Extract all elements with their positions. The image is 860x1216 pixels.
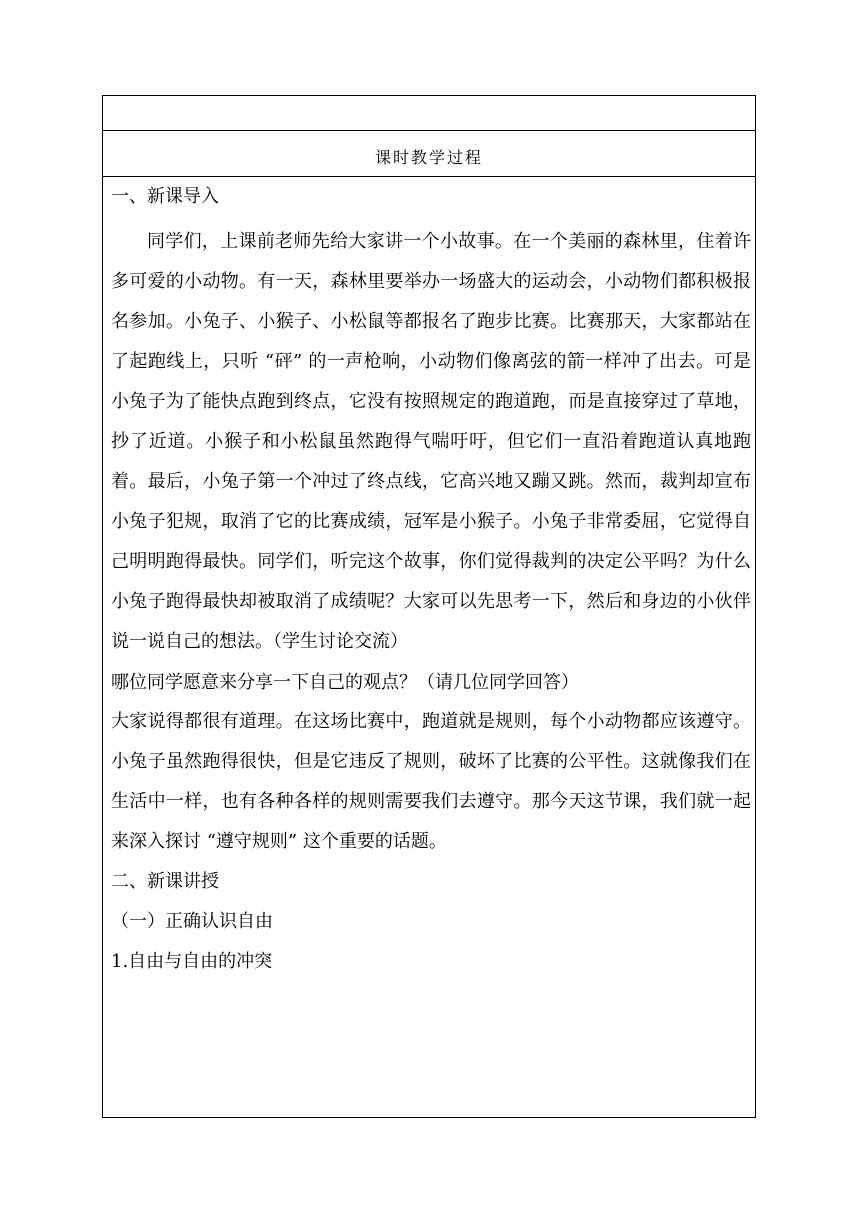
header-cell [102, 131, 756, 176]
summary-paragraph: 大家说得都很有道理。在这场比赛中，跑道就是规则，每个小动物都应该遵守。小兔子虽然跑得很快，但是它违反了规则，破坏了比赛的公平性。这就像我们在生活中一样，也有各种各样的规则需要我们去遵守。那今天这节课，我们就一起来深入探讨 “遵守规则” 这个重要的话题。 [111, 711, 751, 852]
lesson-content [111, 178, 751, 982]
section-heading-new-lesson: 二、新课讲授 [111, 871, 219, 892]
table-row-divider [102, 176, 756, 177]
table-header-title: 课时教学过程 [374, 148, 483, 167]
story-paragraph: 同学们，上课前老师先给大家讲一个小故事。在一个美丽的森林里，住着许多可爱的小动物。有一天，森林里要举办一场盛大的运动会，小动物们都积极报名参加。小兔子、小猴子、小松鼠等都报名了跑步比赛。比赛那天，大家都站在了起跑线上，只听 “砰” 的一声枪响，小动物们像离弦的箭一样冲了出去。可是小兔子为了能快点跑到终点，它没有按照规定的跑道跑，而是直接穿过了草地，抄了近道。小猴子和小松鼠虽然跑得气喘吁吁，但它们一直沿着跑道认真地跑着。最后，小兔子第一个冲过了终点线，它高兴地又蹦又跳。然而，裁判却宣布小兔子犯规，取消了它的比赛成绩，冠军是小猴子。小兔子非常委屈，它觉得自己明明跑得最快。同学们，听完这个故事，你们觉得裁判的决定公平吗？为什么小兔子跑得最快却被取消了成绩呢？大家可以先思考一下，然后和身边的小伙伴说一说自己的想法。（学生讨论交流） [111, 231, 751, 652]
question-paragraph: 哪位同学愿意来分享一下自己的观点？（请几位同学回答） [111, 672, 579, 693]
section-heading-intro: 一、新课导入 [111, 186, 219, 207]
list-item-1: 1.自由与自由的冲突 [111, 951, 273, 972]
subsection-heading: （一）正确认识自由 [111, 911, 273, 932]
